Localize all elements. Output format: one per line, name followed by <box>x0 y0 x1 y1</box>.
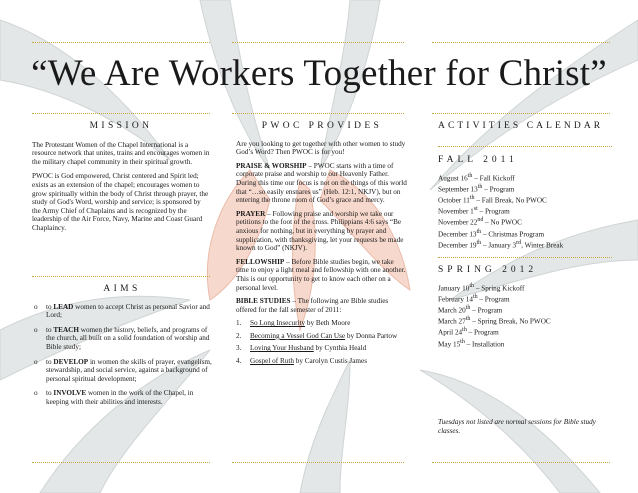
aims-heading: AIMS <box>103 284 141 294</box>
calendar-entry: August 16th – Fall Kickoff <box>438 172 515 182</box>
fellowship-section: FELLOWSHIP – Before Bible studies begin, we take time to enjoy a light meal and fellowship with one another. This is our opportunity to get to know each other on a personal level. <box>236 257 406 292</box>
bottom-rule-middle <box>232 462 404 463</box>
aims-item: o to DEVELOP in women the skills of prayer, evangelism, stewardship, and social service, against a background of personal spiritual development; <box>34 357 212 383</box>
study-item: 2. Becoming a Vessel God Can Use by Donna Partow <box>236 331 398 340</box>
calendar-entry: December 13th – Christmas Program <box>438 228 545 238</box>
provides-column <box>236 122 408 370</box>
calendar-entry: March 20th – Program <box>438 304 503 315</box>
bullet: o <box>34 357 38 366</box>
top-rule-left <box>32 42 210 43</box>
spring-rule <box>438 257 612 258</box>
top-rule-middle <box>232 42 404 43</box>
calendar-entry: March 27th – Spring Break, No PWOC <box>438 316 551 326</box>
mission-paragraph-1: The Protestant Women of the Chapel International is a resource network that unites, trains and encourages women in the military chapel community in their spiritual growth. <box>32 140 210 166</box>
title-rule-middle <box>232 113 404 114</box>
provides-intro: Are you looking to get together with other women to study God’s Word? Then PWOC is for you! <box>236 139 406 157</box>
calendar-entry: December 19th – January 3rd, Winter Break <box>438 239 564 250</box>
bullet: o <box>34 389 38 398</box>
mission-paragraph-2: PWOC is God empowered, Christ centered and Spirit led; exists as an extension of the chapel; encourages women to grow spiritually within the body of Christ through prayer, the study of God's Word, worship and service; is sponsored by the Army Chief of Chaplains and is recognized by the leadership of the Air Force, Navy, Marine and Coast Guard Chaplaincy. <box>32 172 209 232</box>
calendar-heading: ACTIVITIES CALENDAR <box>438 121 604 131</box>
page-title: “We Are Workers Together for Christ” <box>31 53 607 94</box>
calendar-note: Tuesdays not listed are normal sessions for Bible study classes. <box>438 418 596 435</box>
calendar-rule <box>438 146 612 147</box>
top-rule-right <box>432 42 610 43</box>
aims-item: o to TEACH women the history, beliefs, and programs of the church, all built on a solid foundation of worship and Bible study; <box>34 325 210 351</box>
spring-heading: SPRING 2012 <box>438 265 538 275</box>
prayer-section: PRAYER – Following praise and worship we take our petitions to the foot of the cross. Philippians 4:6 says “Be anxious for nothing, but in everything by prayer and supplication, with thanksgiving, let your requests be made known to God” (NKJV). <box>236 209 404 253</box>
calendar-entry: April 24th – Program <box>438 327 499 337</box>
calendar-entry: May 15th – Installation <box>438 338 505 348</box>
mission-heading: MISSION <box>89 121 153 131</box>
calendar-column <box>438 122 618 144</box>
bullet: o <box>34 325 38 334</box>
aims-item: o to INVOLVE women in the work of the Chapel, in keeping with their abilities and interests. <box>34 389 194 406</box>
spring-section <box>438 266 618 349</box>
bible-studies-list <box>236 319 408 365</box>
bible-studies-section: BIBLE STUDIES – The following are Bible studies offered for the fall semester of 2011: <box>236 297 389 314</box>
calendar-entry: November 1st – Program <box>438 206 510 216</box>
bottom-rule-left <box>32 462 210 463</box>
aims-rule <box>32 276 210 277</box>
aims-list <box>32 303 212 407</box>
bottom-rule-right <box>432 462 610 463</box>
praise-worship-section: PRAISE & WORSHIP – PWOC starts with a time of corporate praise and worship to our Heavenly Father. During this time our focus is not on the things of this world that “…so easily ensnares us” (Heb. 12:1, NKJV), but on entering the throne room of God’s grace and mercy. <box>236 161 407 205</box>
title-rule-right <box>432 113 610 114</box>
aims-item: o to LEAD women to accept Christ as personal Savior and Lord; <box>34 302 210 320</box>
fall-heading: FALL 2011 <box>438 155 518 165</box>
calendar-entry: October 11th – Fall Break, No PWOC <box>438 194 547 205</box>
calendar-entry: November 22nd – No PWOC <box>438 217 522 227</box>
provides-heading: PWOC PROVIDES <box>261 121 383 131</box>
calendar-entry: January 10th – Spring Kickoff <box>438 282 525 292</box>
study-item: 4. Gospel of Ruth by Carolyn Custis James <box>236 357 367 366</box>
calendar-entry: September 13th – Program <box>438 183 515 194</box>
mission-column <box>32 122 210 239</box>
calendar-entry: February 14th – Program <box>438 293 510 304</box>
study-item: 3. Loving Your Husband by Cynthia Heald <box>236 344 367 353</box>
fall-section <box>438 156 618 250</box>
aims-column <box>32 285 212 413</box>
bullet: o <box>34 302 38 311</box>
study-item: 1. So Long Insecurity by Beth Moore <box>236 319 351 328</box>
title-rule-left <box>32 113 210 114</box>
